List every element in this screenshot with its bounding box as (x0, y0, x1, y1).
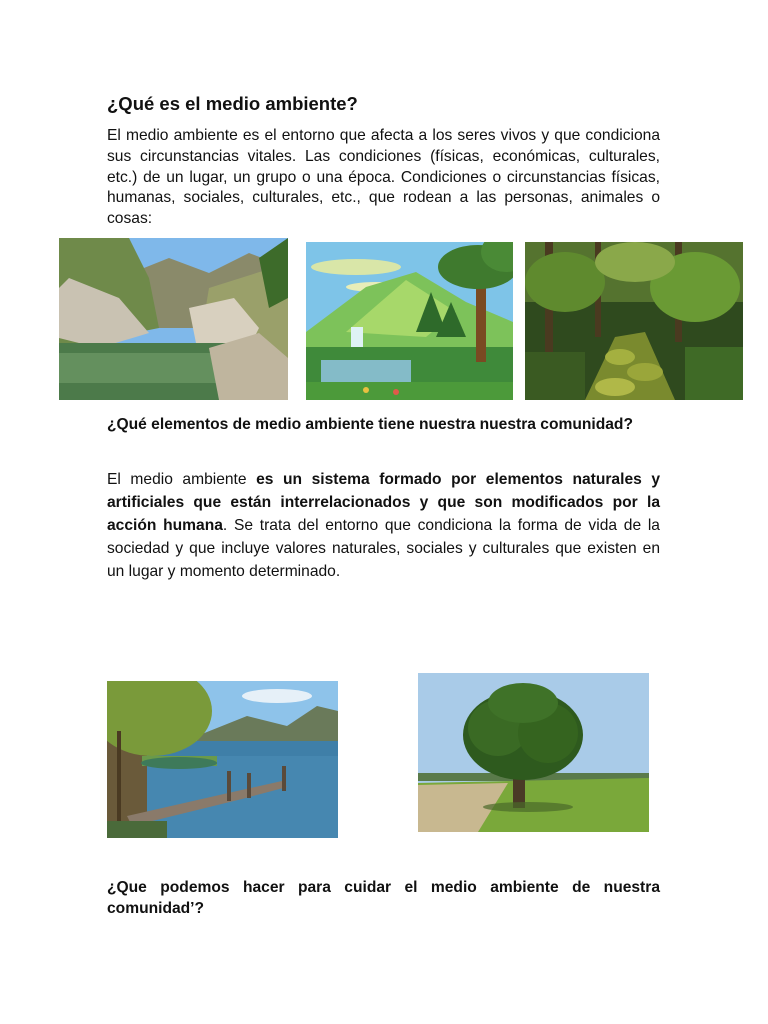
paragraph-system-intro: El medio ambiente (107, 471, 257, 488)
paragraph-system (107, 468, 660, 583)
lone-tree-photo (418, 673, 649, 832)
waterfall-painting (306, 242, 513, 400)
paragraph-system-bold: es un sistema formado por elementos naturales y artificiales que están interrelacionados y que son modificados por la acción humana (107, 471, 660, 534)
rocky-river-photo (59, 238, 288, 400)
paragraph-system-rest: . Se trata del entorno que condiciona la forma de vida de la sociedad y que incluye valores naturales, sociales y culturales que existen en un lugar y momento determinado. (107, 517, 660, 580)
paragraph-definition: El medio ambiente es el entorno que afecta a los seres vivos y que condiciona sus circunstancias vitales. Las condiciones (físicas, económicas, culturales, etc.) de un lugar, un grupo o una época. Condiciones o circunstancias físicas, humanas, sociales, culturales, etc., que rodean a las personas, animales o cosas: (107, 127, 660, 228)
forest-stream-photo (525, 242, 743, 400)
heading-community-elements: ¿Qué elementos de medio ambiente tiene nuestra nuestra comunidad? (107, 416, 633, 433)
heading-what-is-environment: ¿Qué es el medio ambiente? (107, 93, 358, 114)
lake-dock-photo (107, 681, 338, 838)
heading-how-to-care: ¿Que podemos hacer para cuidar el medio ambiente de nuestra comunidad’? (107, 879, 660, 917)
